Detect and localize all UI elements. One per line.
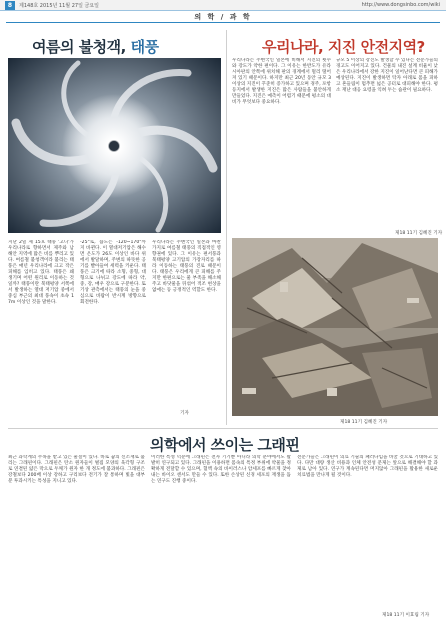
earthquake-headline-part1: 우리나라, [262, 38, 328, 56]
column-divider [226, 30, 227, 425]
typhoon-column-3: 우리나라는 주변국인 일본과 마찬가지로 여름철 태풍의 직접적인 영향권에 있다. 그 이유는 편서풍과 북태평양 고기압의 가장자리를 따라 이동하는 태풍의 진로 때문이다. 태풍은 우리에게 큰 피해를 주지만 한편으로는 물 부족을 해소해 주고 바닷물을 뒤섞어 적조 현상을 없애는 등 긍정적인 역할도 한다. [152, 240, 221, 293]
page-header-bar [0, 0, 446, 11]
graphene-column-3: 전문가들은 그래핀이 의료 기술의 패러다임을 바꿀 것으로 기대하고 있다. 다만 대량 생산 비용과 인체 안전성 문제는 앞으로 해결해야 할 과제로 남아 있다. 연구가 계속된다면 머지않아 그래핀을 활용한 새로운 치료법을 만나게 될 것이다. [297, 455, 438, 478]
section-divider [6, 22, 440, 23]
earthquake-rubble-photo [232, 238, 438, 416]
typhoon-headline-part2: 태풍 [130, 38, 159, 56]
graphene-headline: 의학에서 쓰이는 그래핀 [150, 436, 300, 454]
page-number: 8 [5, 1, 15, 10]
typhoon-byline: 기자 [180, 411, 189, 416]
earthquake-column-2: 규모 5 이상의 강진도 발생할 수 있다는 전문가들의 경고도 이어지고 있다. 건물의 내진 설계 비율이 낮은 우리나라에서 강한 지진이 일어난다면 큰 피해가 예상된다. 지진이 발생하면 탁자 아래로 몸을 피하고 흔들림이 멈추면 넓은 공터로 대피해야 한다. 평소 재난 대응 요령을 익혀 두는 습관이 필요하다. [336, 58, 438, 93]
typhoon-headline-part1: 여름의 불청객, [32, 38, 131, 56]
article-divider [8, 428, 438, 429]
section-title: 의 학 / 과 학 [194, 13, 252, 21]
earthquake-headline [262, 36, 425, 57]
typhoon-column-1: 지난 2일 제 15호 태풍 '고니'가 우리나라로 향하면서 제주와 남해안 지역에 많은 비를 뿌리고 있다. 여름철 불청객이라 불리는 태풍은 매년 우리나라에 크고 작은 피해를 입히고 있다. 태풍은 왜 생기며 어떤 원리로 이동하는 것일까? 태풍이란 북태평양 서쪽에서 발생하는 열대 저기압 중에서 중심 부근의 최대 풍속이 초속 17m 이상인 것을 말한다. [8, 240, 74, 305]
typhoon-headline [32, 36, 159, 57]
earthquake-byline: 제18 11기 김혜진 기자 [395, 231, 443, 236]
earthquake-headline-part2: 지진 안전지역? [327, 38, 425, 56]
site-url[interactable]: http://www.dongsinbo.com/wiki [361, 2, 440, 8]
graphene-byline: 제18 11기 이효림 기자 [382, 613, 430, 618]
issue-info: 제148호 2015년 11월 27일 금요일 [19, 3, 99, 9]
earthquake-photo-caption: 제18 11기 김혜진 기자 [340, 420, 388, 425]
graphene-column-1: 최근 과학계의 주목을 받고 있는 물질이 있다. 바로 꿈의 신소재로 불리는 그래핀이다. 그래핀은 탄소 원자들이 벌집 모양의 육각형 구조로 연결된 얇은 막으로 두께가 원자 한 개 정도에 불과하다. 그래핀은 강철보다 200배 이상 강하고 구리보다 전기가 잘 통하며 빛을 대부분 투과시키는 특성을 지니고 있다. [8, 455, 145, 484]
earthquake-column-1: 우리나라는 주변국인 일본에 비해서 지진의 횟수와 강도가 약한 편이다. 그 이유는 한반도가 유라시아판의 안쪽에 위치해 판의 경계에서 멀리 떨어져 있기 때문이다. 하지만 최근 20년 동안 규모 3 이상의 지진이 꾸준히 증가하고 있으며 경주, 포항 등지에서 발생한 지진은 많은 사람들을 불안하게 만들었다. 지진은 예측이 어렵기 때문에 평소의 대비가 무엇보다 중요하다. [232, 58, 331, 105]
graphene-column-2: 이러한 특성 덕분에 그래핀은 전자 기기뿐 아니라 의학 분야에서도 활발히 연구되고 있다. 그래핀을 이용하면 몸속의 특정 부위에 약물을 정확하게 전달할 수 있으며, 혈액 속의 바이러스나 암세포를 빠르게 찾아내는 바이오 센서도 만들 수 있다. 또한 손상된 신경 세포의 재생을 돕는 연구도 진행 중이다. [151, 455, 291, 484]
typhoon-column-2: -25°로, 습도는 -120~170°까지 바뀐다. 이 열대저기압은 해수면 온도가 26도 이상인 바다 위에서 발달하며, 주변의 따뜻한 공기를 빨아들여 세력을 키운다. 태풍은 크기에 따라 소형, 중형, 대형으로 나뉘고 강도에 따라 약, 중, 강, 매우 강으로 구분한다. 또 기상 관측에서는 태풍의 눈을 중심으로 바람이 반시계 방향으로 회전한다. [80, 240, 146, 305]
typhoon-satellite-photo [8, 58, 221, 233]
